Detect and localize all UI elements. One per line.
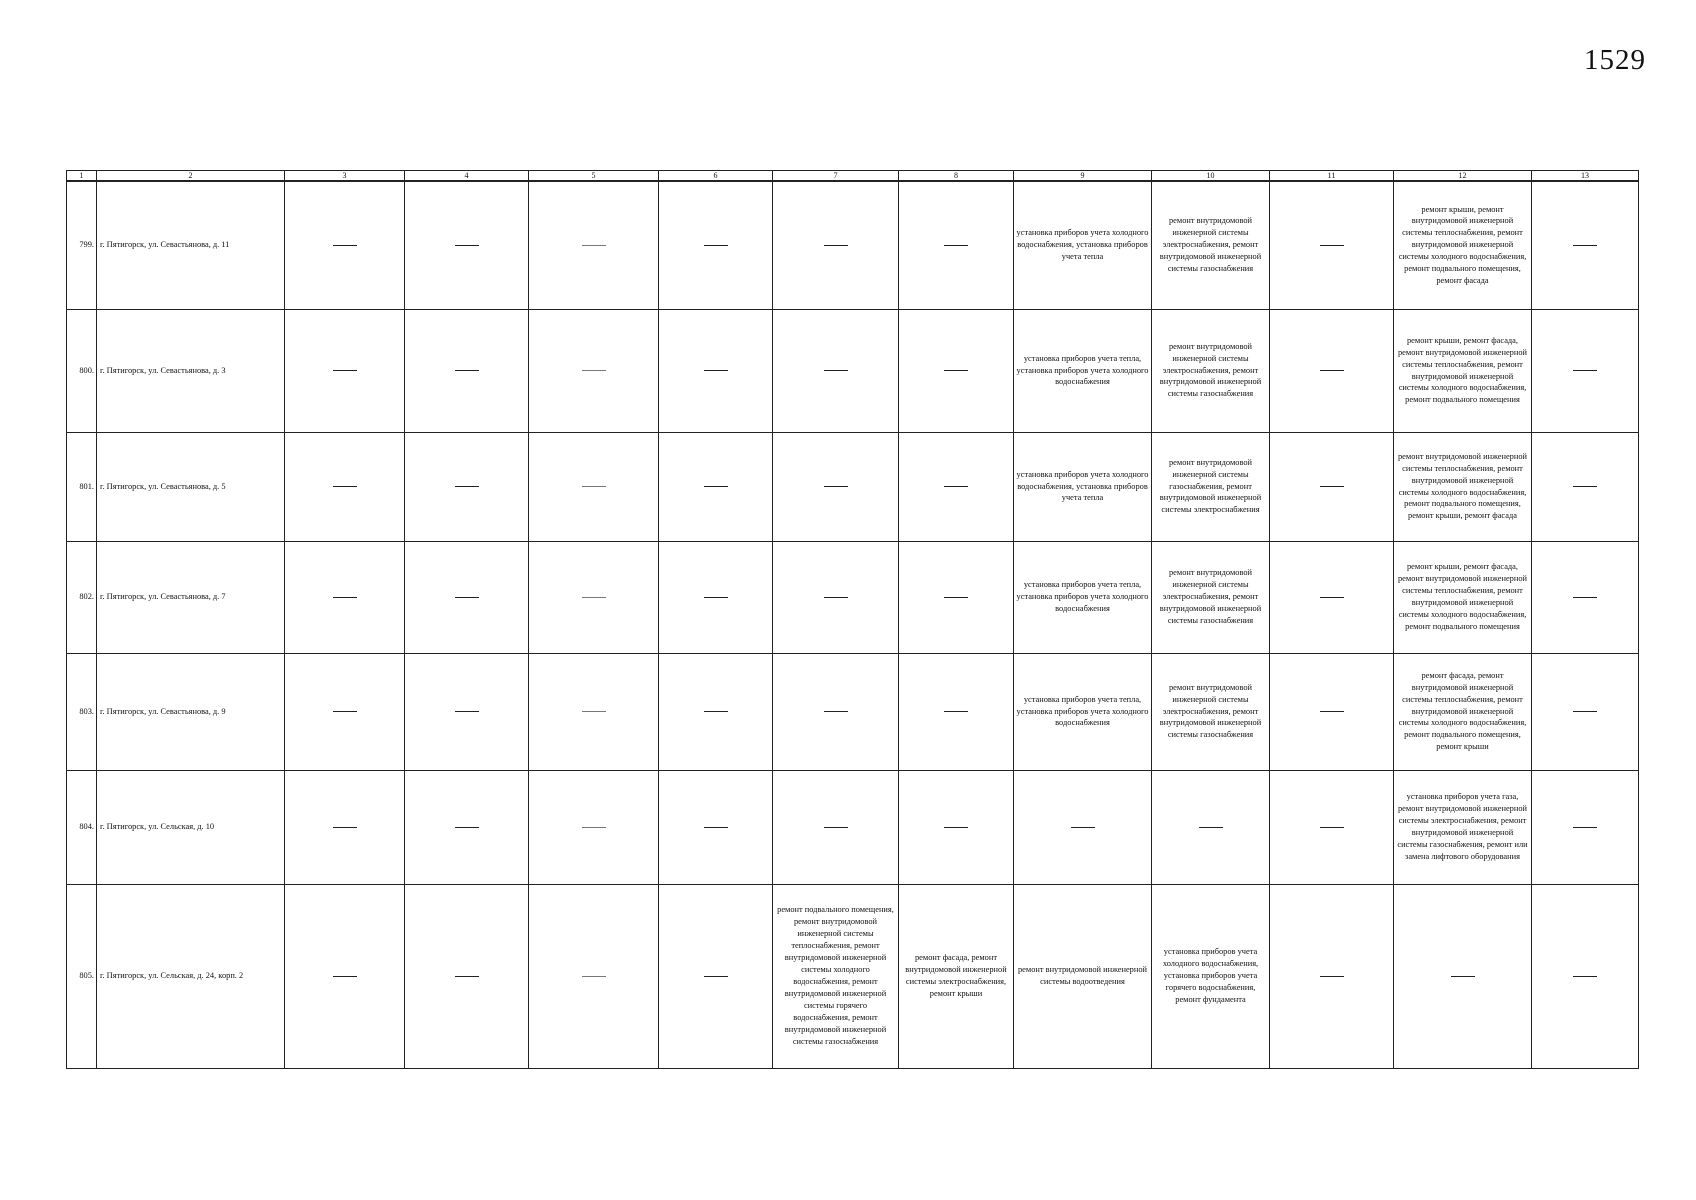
column-number: 13 — [1532, 171, 1639, 182]
column-number-row — [67, 171, 1639, 182]
empty-cell — [899, 432, 1014, 541]
empty-cell — [1270, 770, 1394, 884]
work-cell-12-text: ремонт крыши, ремонт фасада, ремонт внутридомовой инженерной системы теплоснабжения, ремонт внутридомовой инженерной системы холодного водоснабжения, ремонт подвального помещения — [1397, 562, 1527, 631]
work-cell-12-text: ремонт крыши, ремонт фасада, ремонт внутридомовой инженерной системы теплоснабжения, ремонт внутридомовой инженерной системы холодного водоснабжения, ремонт подвального помещения — [1397, 335, 1527, 405]
empty-cell — [659, 309, 773, 432]
dash-mark — [704, 976, 728, 977]
dash-mark — [824, 370, 848, 371]
empty-cell — [1532, 309, 1639, 432]
dash-mark — [582, 827, 606, 828]
dash-mark — [704, 597, 728, 598]
dash-mark — [944, 827, 968, 828]
dash-mark — [1320, 370, 1344, 371]
column-number: 12 — [1394, 171, 1532, 182]
column-number: 5 — [529, 171, 659, 182]
column-number: 11 — [1270, 171, 1394, 182]
empty-cell — [659, 770, 773, 884]
work-cell-12 — [1394, 770, 1532, 884]
work-cell-12 — [1394, 541, 1532, 653]
column-number: 8 — [899, 171, 1014, 182]
work-cell-9-text: установка приборов учета холодного водоснабжения, установка приборов учета тепла — [1016, 469, 1149, 503]
dash-mark — [1071, 827, 1095, 828]
column-number: 4 — [405, 171, 529, 182]
column-number: 1 — [67, 171, 97, 182]
dash-mark — [1573, 245, 1597, 246]
empty-cell — [1532, 432, 1639, 541]
dash-mark — [704, 486, 728, 487]
empty-cell — [405, 770, 529, 884]
work-cell-10-text: установка приборов учета холодного водоснабжения, установка приборов учета горячего водоснабжения, ремонт фундамента — [1162, 947, 1259, 1004]
empty-cell — [405, 653, 529, 770]
empty-cell — [1270, 653, 1394, 770]
work-cell-12-text: ремонт фасада, ремонт внутридомовой инженерной системы теплоснабжения, ремонт внутридомовой инженерной системы холодного водоснабжения, ремонт подвального помещения, ремонт крыши — [1398, 670, 1527, 752]
work-cell-10 — [1152, 884, 1270, 1068]
work-cell-9-text: установка приборов учета тепла, установка приборов учета холодного водоснабжения — [1016, 353, 1149, 387]
work-cell-12 — [1394, 181, 1532, 309]
empty-cell — [285, 309, 405, 432]
work-cell-9 — [1014, 541, 1152, 653]
empty-cell — [659, 653, 773, 770]
work-cell-10 — [1152, 653, 1270, 770]
empty-cell — [285, 653, 405, 770]
empty-cell — [405, 309, 529, 432]
dash-mark — [1573, 976, 1597, 977]
dash-mark — [1573, 597, 1597, 598]
dash-mark — [824, 597, 848, 598]
empty-cell — [1532, 653, 1639, 770]
empty-cell — [1152, 770, 1270, 884]
dash-mark — [944, 370, 968, 371]
empty-cell — [1532, 884, 1639, 1068]
work-cell-7 — [773, 884, 899, 1068]
repair-schedule-table — [66, 170, 1639, 1069]
empty-cell — [773, 653, 899, 770]
work-cell-9-text: ремонт внутридомовой инженерной системы водоотведения — [1017, 965, 1147, 986]
work-cell-9-text: установка приборов учета холодного водоснабжения, установка приборов учета тепла — [1016, 228, 1149, 262]
dash-mark — [333, 370, 357, 371]
empty-cell — [899, 653, 1014, 770]
dash-mark — [1320, 827, 1344, 828]
dash-mark — [1320, 597, 1344, 598]
empty-cell — [899, 770, 1014, 884]
page-number: 1529 — [1584, 44, 1646, 76]
empty-cell — [405, 884, 529, 1068]
work-cell-8 — [899, 884, 1014, 1068]
work-cell-9 — [1014, 653, 1152, 770]
dash-mark — [1573, 486, 1597, 487]
dash-mark — [333, 827, 357, 828]
dash-mark — [944, 486, 968, 487]
work-cell-10 — [1152, 541, 1270, 653]
dash-mark — [455, 245, 479, 246]
empty-cell — [1270, 432, 1394, 541]
table-row — [67, 541, 1639, 653]
empty-cell — [285, 181, 405, 309]
empty-cell — [285, 541, 405, 653]
dash-mark — [582, 245, 606, 246]
dash-mark — [455, 370, 479, 371]
dash-mark — [455, 976, 479, 977]
empty-cell — [1532, 541, 1639, 653]
row-number: 803. — [67, 653, 97, 770]
dash-mark — [333, 245, 357, 246]
dash-mark — [333, 976, 357, 977]
row-number: 800. — [67, 309, 97, 432]
table-row — [67, 653, 1639, 770]
empty-cell — [285, 770, 405, 884]
dash-mark — [824, 245, 848, 246]
dash-mark — [1199, 827, 1223, 828]
column-number: 10 — [1152, 171, 1270, 182]
work-cell-12-text: ремонт внутридомовой инженерной системы теплоснабжения, ремонт внутридомовой инженерной системы холодного водоснабжения, ремонт подвального помещения, ремонт крыши, ремонт фасада — [1397, 451, 1527, 521]
empty-cell — [659, 541, 773, 653]
work-cell-8-text: ремонт фасада, ремонт внутридомовой инженерной системы электроснабжения, ремонт крыши — [905, 953, 1007, 998]
empty-cell — [659, 432, 773, 541]
column-number: 3 — [285, 171, 405, 182]
work-cell-9-text: установка приборов учета тепла, установка приборов учета холодного водоснабжения — [1016, 580, 1149, 613]
work-cell-9 — [1014, 309, 1152, 432]
work-cell-12-text: установка приборов учета газа, ремонт внутридомовой инженерной системы электроснабжения, ремонт внутридомовой инженерной системы газоснабжения, ремонт или замена лифтового оборудования — [1397, 792, 1528, 861]
dash-mark — [333, 486, 357, 487]
table-row — [67, 432, 1639, 541]
work-cell-9 — [1014, 884, 1152, 1068]
empty-cell — [1532, 181, 1639, 309]
dash-mark — [1573, 827, 1597, 828]
dash-mark — [582, 486, 606, 487]
empty-cell — [1270, 309, 1394, 432]
table-row — [67, 309, 1639, 432]
empty-cell — [529, 884, 659, 1068]
address-cell: г. Пятигорск, ул. Севастьянова, д. 9 — [97, 653, 285, 770]
dash-mark — [1573, 370, 1597, 371]
empty-cell — [1270, 181, 1394, 309]
dash-mark — [455, 486, 479, 487]
column-number: 7 — [773, 171, 899, 182]
row-number: 804. — [67, 770, 97, 884]
empty-cell — [899, 541, 1014, 653]
empty-cell — [405, 432, 529, 541]
dash-mark — [1320, 711, 1344, 712]
work-cell-7-text: ремонт подвального помещения, ремонт внутридомовой инженерной системы теплоснабжения, ремонт внутридомовой инженерной системы холодного водоснабжения, ремонт внутридомовой инженерной системы горячего водоснабжения, ремонт внутридомовой инженерной системы газоснабжения — [777, 905, 894, 1046]
dash-mark — [944, 245, 968, 246]
dash-mark — [455, 711, 479, 712]
empty-cell — [1270, 541, 1394, 653]
dash-mark — [824, 827, 848, 828]
empty-cell — [899, 181, 1014, 309]
column-number: 2 — [97, 171, 285, 182]
dash-mark — [1320, 976, 1344, 977]
row-number: 801. — [67, 432, 97, 541]
work-cell-10-text: ремонт внутридомовой инженерной системы электроснабжения, ремонт внутридомовой инженерной системы газоснабжения — [1159, 341, 1262, 399]
empty-cell — [405, 181, 529, 309]
empty-cell — [773, 770, 899, 884]
table-row — [67, 181, 1639, 309]
dash-mark — [1573, 711, 1597, 712]
column-number: 9 — [1014, 171, 1152, 182]
work-cell-10-text: ремонт внутридомовой инженерной системы электроснабжения, ремонт внутридомовой инженерной системы газоснабжения — [1159, 216, 1262, 274]
empty-cell — [1270, 884, 1394, 1068]
work-cell-12 — [1394, 432, 1532, 541]
work-cell-12 — [1394, 309, 1532, 432]
empty-cell — [773, 541, 899, 653]
address-cell: г. Пятигорск, ул. Севастьянова, д. 5 — [97, 432, 285, 541]
table-row — [67, 770, 1639, 884]
empty-cell — [1532, 770, 1639, 884]
dash-mark — [824, 486, 848, 487]
work-cell-10-text: ремонт внутридомовой инженерной системы электроснабжения, ремонт внутридомовой инженерной системы газоснабжения — [1159, 568, 1262, 625]
empty-cell — [529, 770, 659, 884]
row-number: 799. — [67, 181, 97, 309]
empty-cell — [529, 432, 659, 541]
dash-mark — [1451, 976, 1475, 977]
work-cell-9 — [1014, 432, 1152, 541]
work-cell-9 — [1014, 181, 1152, 309]
table-row — [67, 884, 1639, 1068]
address-cell: г. Пятигорск, ул. Севастьянова, д. 11 — [97, 181, 285, 309]
work-cell-12-text: ремонт крыши, ремонт внутридомовой инженерной системы теплоснабжения, ремонт внутридомовой инженерной системы холодного водоснабжения, ремонт подвального помещения, ремонт фасада — [1398, 204, 1527, 286]
work-cell-10-text: ремонт внутридомовой инженерной системы газоснабжения, ремонт внутридомовой инженерной системы электроснабжения — [1159, 457, 1262, 515]
empty-cell — [405, 541, 529, 653]
address-cell: г. Пятигорск, ул. Севастьянова, д. 7 — [97, 541, 285, 653]
dash-mark — [704, 370, 728, 371]
empty-cell — [659, 181, 773, 309]
dash-mark — [944, 711, 968, 712]
work-cell-9-text: установка приборов учета тепла, установка приборов учета холодного водоснабжения — [1016, 694, 1149, 728]
address-cell: г. Пятигорск, ул. Сельская, д. 10 — [97, 770, 285, 884]
empty-cell — [285, 884, 405, 1068]
empty-cell — [529, 181, 659, 309]
empty-cell — [529, 541, 659, 653]
dash-mark — [333, 711, 357, 712]
empty-cell — [773, 309, 899, 432]
dash-mark — [1320, 245, 1344, 246]
dash-mark — [1320, 486, 1344, 487]
empty-cell — [529, 309, 659, 432]
dash-mark — [582, 597, 606, 598]
dash-mark — [582, 976, 606, 977]
empty-cell — [773, 181, 899, 309]
dash-mark — [704, 245, 728, 246]
address-cell: г. Пятигорск, ул. Сельская, д. 24, корп. 2 — [97, 884, 285, 1068]
dash-mark — [582, 711, 606, 712]
dash-mark — [582, 370, 606, 371]
dash-mark — [455, 827, 479, 828]
row-number: 802. — [67, 541, 97, 653]
dash-mark — [333, 597, 357, 598]
work-cell-12 — [1394, 653, 1532, 770]
work-cell-10 — [1152, 309, 1270, 432]
work-cell-10 — [1152, 432, 1270, 541]
dash-mark — [824, 711, 848, 712]
column-number: 6 — [659, 171, 773, 182]
work-cell-10-text: ремонт внутридомовой инженерной системы электроснабжения, ремонт внутридомовой инженерной системы газоснабжения — [1159, 682, 1262, 740]
empty-cell — [773, 432, 899, 541]
empty-cell — [285, 432, 405, 541]
row-number: 805. — [67, 884, 97, 1068]
empty-cell — [529, 653, 659, 770]
empty-cell — [899, 309, 1014, 432]
empty-cell — [1394, 884, 1532, 1068]
work-cell-10 — [1152, 181, 1270, 309]
dash-mark — [704, 711, 728, 712]
dash-mark — [704, 827, 728, 828]
address-cell: г. Пятигорск, ул. Севастьянова, д. 3 — [97, 309, 285, 432]
empty-cell — [659, 884, 773, 1068]
empty-cell — [1014, 770, 1152, 884]
dash-mark — [944, 597, 968, 598]
dash-mark — [455, 597, 479, 598]
